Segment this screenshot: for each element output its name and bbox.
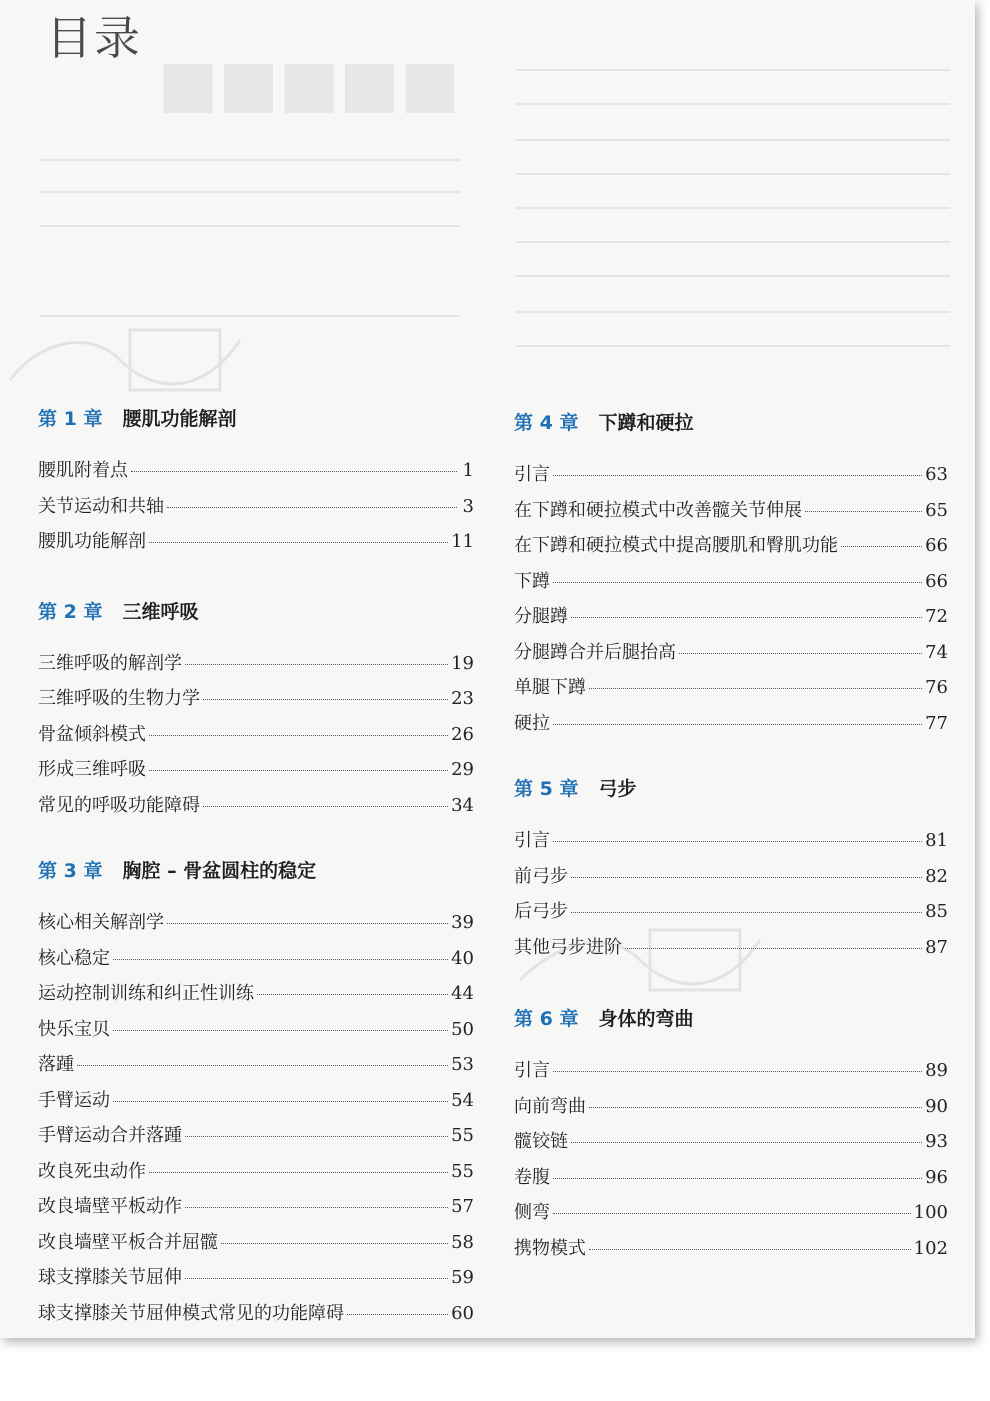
toc-page-number: 87 [925,936,948,958]
dot-leader [553,1071,922,1072]
chapter-heading [514,1004,948,1038]
toc-entry[interactable] [38,1192,474,1228]
toc-entry-list [514,1056,948,1269]
toc-entry[interactable] [38,456,474,492]
dot-leader [679,653,922,654]
dot-leader [149,770,448,771]
toc-page-number: 50 [451,1018,474,1040]
toc-page-number: 63 [925,464,948,485]
dot-leader [553,724,922,725]
dot-leader [589,1249,911,1250]
toc-page-number: 89 [925,1060,948,1081]
toc-entry-title: 在下蹲和硬拉模式中提高腰肌和臀肌功能 [514,535,838,556]
toc-entry-title: 核心相关解剖学 [38,912,164,933]
toc-entry-title: 关节运动和共轴 [38,495,164,517]
toc-entry[interactable] [38,1086,474,1122]
dot-leader [167,923,448,924]
toc-entry-title: 引言 [514,1060,550,1081]
dot-leader [553,475,922,476]
dot-leader [185,1278,448,1279]
toc-entry[interactable] [514,496,948,532]
chapter-title: 胸腔 – 骨盆圆柱的稳定 [122,860,317,882]
toc-entry-title: 常见的呼吸功能障碍 [38,794,200,816]
toc-entry-title: 其他弓步进阶 [514,936,622,958]
toc-page-number: 55 [451,1160,474,1182]
chapter-number: 第 2 章 [38,600,103,623]
chapter-section [38,856,474,1334]
toc-page-number: 96 [925,1166,948,1188]
toc-entry[interactable] [38,492,474,528]
chapter-title: 身体的弯曲 [598,1008,694,1030]
toc-entry-title: 落踵 [38,1054,74,1075]
dot-leader [553,1213,911,1214]
chapter-heading [514,774,948,808]
chapter-heading [514,408,948,442]
chapter-number: 第 1 章 [38,408,103,430]
chapter-title: 弓步 [598,778,637,800]
chapter-heading [38,404,474,438]
toc-page-number: 100 [913,1202,948,1223]
toc-entry[interactable] [514,862,948,898]
toc-page-number: 19 [451,652,474,674]
dot-leader [805,511,922,512]
dot-leader [113,1030,448,1031]
toc-entry-title: 三维呼吸的生物力学 [38,688,200,709]
toc-page-number: 53 [451,1054,474,1075]
toc-entry-title: 在下蹲和硬拉模式中改善髋关节伸展 [514,499,802,521]
dot-leader [589,1107,922,1108]
toc-entry-title: 三维呼吸的解剖学 [38,652,182,674]
toc-entry[interactable] [514,1092,948,1128]
toc-entry[interactable] [38,527,474,563]
toc-entry-title: 髋铰链 [514,1131,568,1152]
toc-entry[interactable] [514,897,948,933]
toc-entry[interactable] [514,1163,948,1199]
toc-page-number: 81 [925,830,948,851]
toc-entry-title: 运动控制训练和纠正性训练 [38,983,254,1004]
toc-page-number: 1 [462,460,474,481]
toc-entry[interactable] [514,567,948,603]
toc-entry[interactable] [38,908,474,944]
toc-entry[interactable] [38,1157,474,1193]
toc-entry-title: 腰肌附着点 [38,460,128,481]
dot-leader [221,1243,448,1244]
toc-page-number: 29 [451,759,474,780]
chapter-heading [38,856,474,890]
toc-entry-title: 手臂运动合并落踵 [38,1125,182,1146]
toc-entry-title: 手臂运动 [38,1089,110,1111]
toc-entry[interactable] [38,1299,474,1335]
dot-leader [347,1314,448,1315]
toc-page-number: 72 [925,606,948,627]
dot-leader [841,546,922,547]
toc-page-number: 34 [451,794,474,816]
toc-entry-list [514,460,948,744]
toc-entry-title: 下蹲 [514,570,550,592]
dot-leader [553,582,922,583]
toc-entry-title: 携物模式 [514,1237,586,1259]
dot-leader [185,1207,448,1208]
toc-entry[interactable] [38,791,474,827]
chapter-section [514,1004,948,1269]
dot-leader [571,912,922,913]
toc-page-number: 44 [451,983,474,1004]
toc-entry-title: 卷腹 [514,1166,550,1188]
toc-entry-list [38,649,474,827]
toc-entry-title: 引言 [514,464,550,485]
toc-entry-list [38,908,474,1334]
chapter-section [38,597,474,827]
toc-entry-title: 后弓步 [514,901,568,922]
chapter-heading [38,597,474,631]
toc-page-number: 57 [451,1196,474,1217]
toc-page-number: 40 [451,947,474,969]
chapter-number: 第 6 章 [514,1008,579,1030]
dot-leader [571,877,922,878]
toc-page-number: 59 [451,1267,474,1288]
toc-entry[interactable] [38,1121,474,1157]
toc-entry[interactable] [514,638,948,674]
toc-entry-title: 前弓步 [514,865,568,887]
toc-entry-title: 球支撑膝关节屈伸模式常见的功能障碍 [38,1302,344,1324]
svg-text:■■■■■: ■■■■■ [157,47,460,121]
toc-page-number: 11 [451,531,474,552]
toc-entry[interactable] [38,944,474,980]
toc-entry[interactable] [38,1015,474,1051]
dot-leader [149,735,448,736]
toc-entry[interactable] [514,709,948,745]
toc-page-number: 55 [451,1125,474,1146]
toc-entry[interactable] [38,649,474,685]
toc-page-number: 76 [925,677,948,698]
toc-entry-title: 侧弯 [514,1202,550,1223]
dot-leader [149,542,448,543]
dot-leader [257,994,448,995]
toc-page-number: 82 [925,865,948,887]
toc-entry-title: 分腿蹲合并后腿抬高 [514,641,676,663]
dot-leader [185,1136,448,1137]
toc-entry[interactable] [38,1263,474,1299]
toc-page-number: 60 [451,1302,474,1324]
toc-entry-title: 骨盆倾斜模式 [38,723,146,745]
toc-entry-title: 形成三维呼吸 [38,759,146,780]
toc-entry[interactable] [514,826,948,862]
toc-page-number: 23 [451,688,474,709]
toc-entry[interactable] [514,602,948,638]
toc-entry-title: 核心稳定 [38,947,110,969]
toc-page-number: 39 [451,912,474,933]
toc-left-column [38,404,474,1338]
chapter-number: 第 3 章 [38,860,103,882]
toc-entry[interactable] [38,979,474,1015]
dot-leader [77,1065,448,1066]
dot-leader [149,1172,448,1173]
dot-leader [553,841,922,842]
toc-page-number: 26 [451,723,474,745]
toc-entry[interactable] [38,755,474,791]
toc-page-number: 102 [913,1237,948,1259]
toc-page-number: 65 [925,499,948,521]
dot-leader [571,617,922,618]
toc-entry-title: 引言 [514,830,550,851]
toc-page-number: 66 [925,570,948,592]
dot-leader [589,688,922,689]
toc-page-number: 74 [925,641,948,663]
toc-entry-list [38,456,474,563]
toc-entry-title: 腰肌功能解剖 [38,531,146,552]
chapter-title: 腰肌功能解剖 [122,408,237,430]
dot-leader [553,1178,922,1179]
toc-entry-title: 快乐宝贝 [38,1018,110,1040]
toc-page-number: 93 [925,1131,948,1152]
chapter-title: 三维呼吸 [122,600,199,623]
dot-leader [131,471,457,472]
toc-entry[interactable] [38,720,474,756]
toc-entry-title: 单腿下蹲 [514,677,586,698]
chapter-section [514,774,948,968]
chapter-number: 第 4 章 [514,412,579,434]
toc-entry[interactable] [38,1228,474,1264]
dot-leader [203,699,448,700]
toc-entry-title: 改良墙壁平板合并屈髋 [38,1231,218,1253]
toc-page-number: 85 [925,901,948,922]
chapter-title: 下蹲和硬拉 [598,412,694,434]
dot-leader [571,1142,922,1143]
toc-entry[interactable] [38,1050,474,1086]
dot-leader [625,948,922,949]
toc-right-column [514,408,948,1269]
toc-entry[interactable] [514,1127,948,1163]
toc-entry[interactable] [514,460,948,496]
toc-page-number: 3 [462,495,474,517]
chapter-section [514,408,948,744]
dot-leader [113,959,448,960]
toc-entry[interactable] [514,531,948,567]
toc-entry[interactable] [514,673,948,709]
toc-entry[interactable] [38,684,474,720]
toc-page-number: 54 [451,1089,474,1111]
toc-entry-title: 改良墙壁平板动作 [38,1196,182,1217]
toc-page-number: 90 [925,1095,948,1117]
toc-entry-title: 改良死虫动作 [38,1160,146,1182]
toc-entry-title: 球支撑膝关节屈伸 [38,1267,182,1288]
toc-entry-list [514,826,948,968]
toc-entry-title: 硬拉 [514,712,550,734]
toc-entry[interactable] [514,1198,948,1234]
chapter-section [38,404,474,563]
dot-leader [113,1101,448,1102]
toc-page-number: 77 [925,712,948,734]
dot-leader [185,664,448,665]
toc-entry[interactable] [514,933,948,969]
page-title: 目录 [46,11,142,65]
chapter-number: 第 5 章 [514,778,579,800]
toc-entry-title: 分腿蹲 [514,606,568,627]
toc-entry[interactable] [514,1056,948,1092]
dot-leader [203,806,448,807]
dot-leader [167,507,457,508]
toc-entry[interactable] [514,1234,948,1270]
toc-entry-title: 向前弯曲 [514,1095,586,1117]
toc-page-number: 58 [451,1231,474,1253]
toc-page-number: 66 [925,535,948,556]
